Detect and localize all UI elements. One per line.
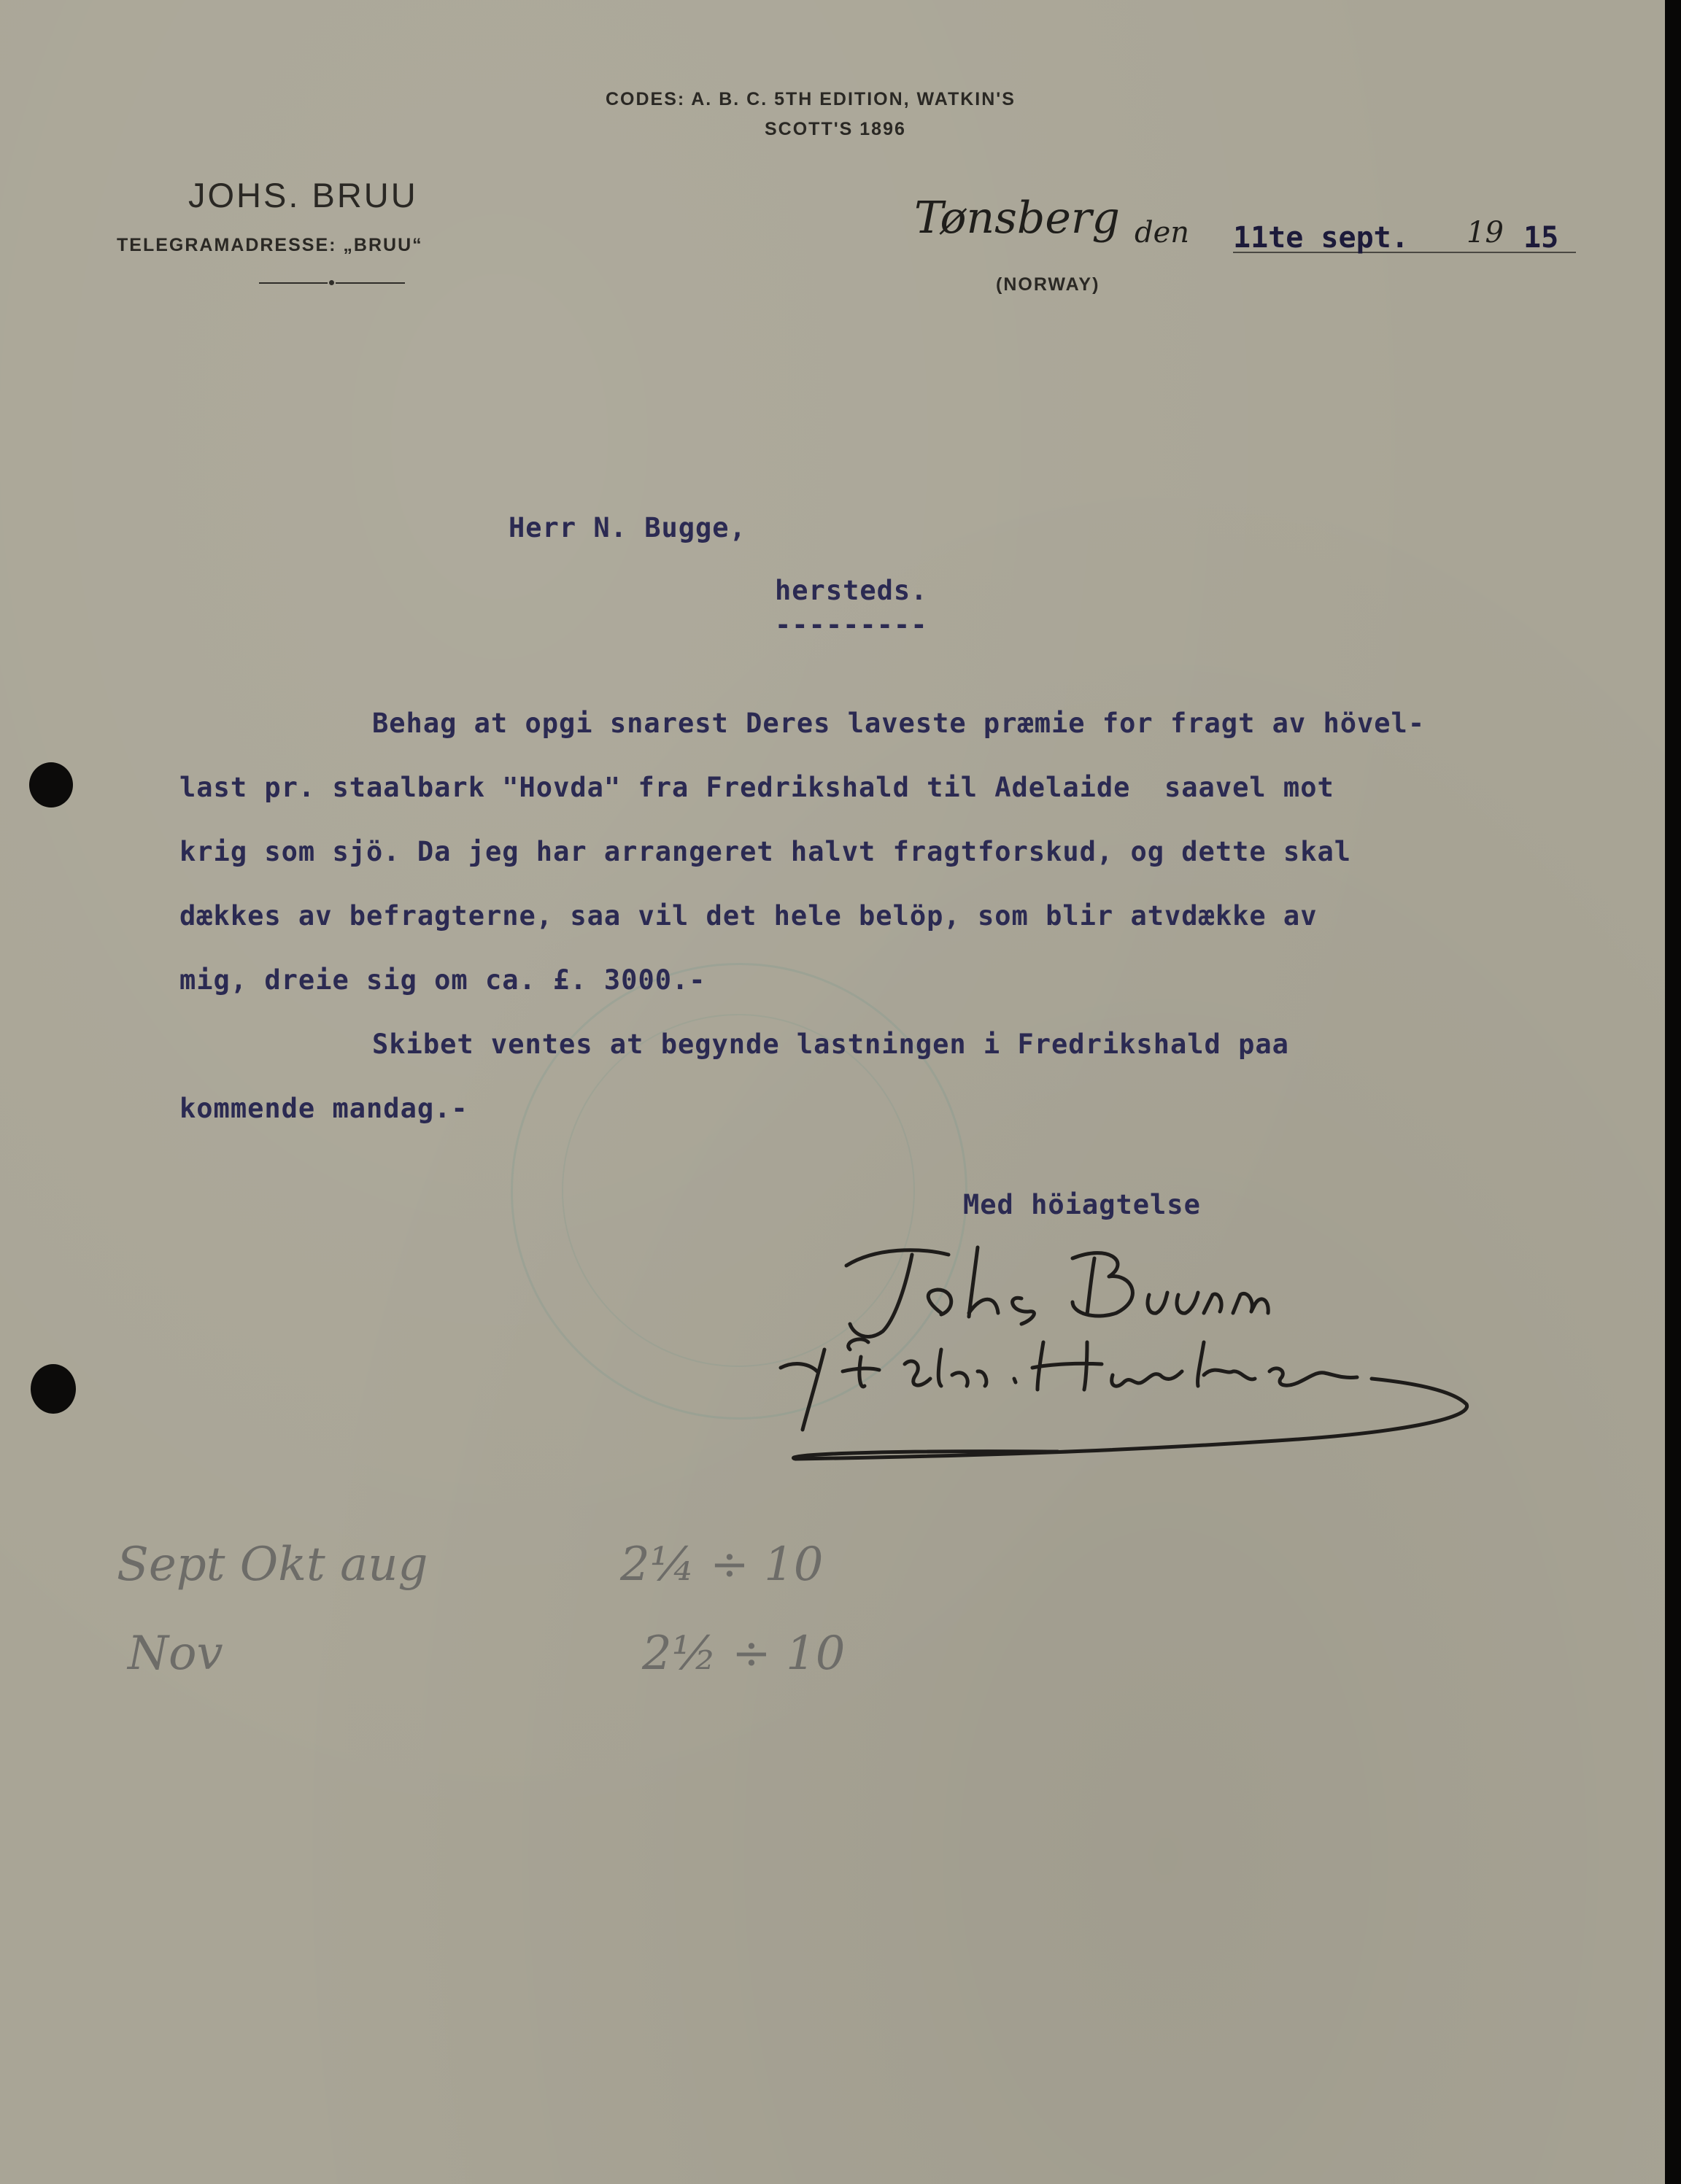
telegram-address: TELEGRAMADRESSE: „BRUU“ [117,235,423,255]
body-line-6: Skibet ventes at begynde lastningen i Fredrikshald paa [372,1029,1289,1060]
year-prefix: 19 [1466,216,1504,249]
body-line-7: kommende mandag.- [179,1093,468,1124]
punch-hole-bottom [31,1364,76,1414]
year-typed: 15 [1523,221,1559,255]
closing: Med höiagtelse [963,1189,1201,1220]
letterhead-rule-left [259,282,328,284]
body-line-1: Behag at opgi snarest Deres laveste præmie for fragt av hövel- [372,708,1426,739]
date-typed: 11te sept. [1233,221,1409,255]
company-name: JOHS. BRUU [188,176,418,214]
body-line-5: mig, dreie sig om ca. £. 3000.- [179,964,706,996]
date-den: den [1135,216,1190,249]
pencil-note-label-2: Nov [128,1627,223,1681]
pencil-note-value-1: 2¼ ÷ 10 [620,1538,824,1592]
location-underline: --------- [775,609,928,640]
punch-hole-top [29,762,73,808]
country: (NORWAY) [996,274,1100,295]
pencil-note-value-2: 2½ ÷ 10 [642,1627,846,1681]
body-line-4: dækkes av befragterne, saa vil det hele belöp, som blir atvdække av [179,900,1318,932]
body-line-3: krig som sjö. Da jeg har arrangeret halvt fragtforskud, og dette skal [179,836,1352,867]
letterhead-rule-right [336,282,405,284]
place-name: Tønsberg [914,193,1120,244]
codes-line-2: SCOTT'S 1896 [765,119,906,139]
letterhead-rule-dot [329,280,334,285]
pencil-note-label-1: Sept Okt aug [117,1538,428,1592]
codes-line-1: CODES: A. B. C. 5TH EDITION, WATKIN'S [606,89,1016,109]
recipient-location: hersteds. [775,575,928,606]
body-line-2: last pr. staalbark "Hovda" fra Fredrikshald til Adelaide saavel mot [179,772,1334,803]
handwritten-signature [766,1233,1496,1466]
recipient: Herr N. Bugge, [509,512,746,543]
